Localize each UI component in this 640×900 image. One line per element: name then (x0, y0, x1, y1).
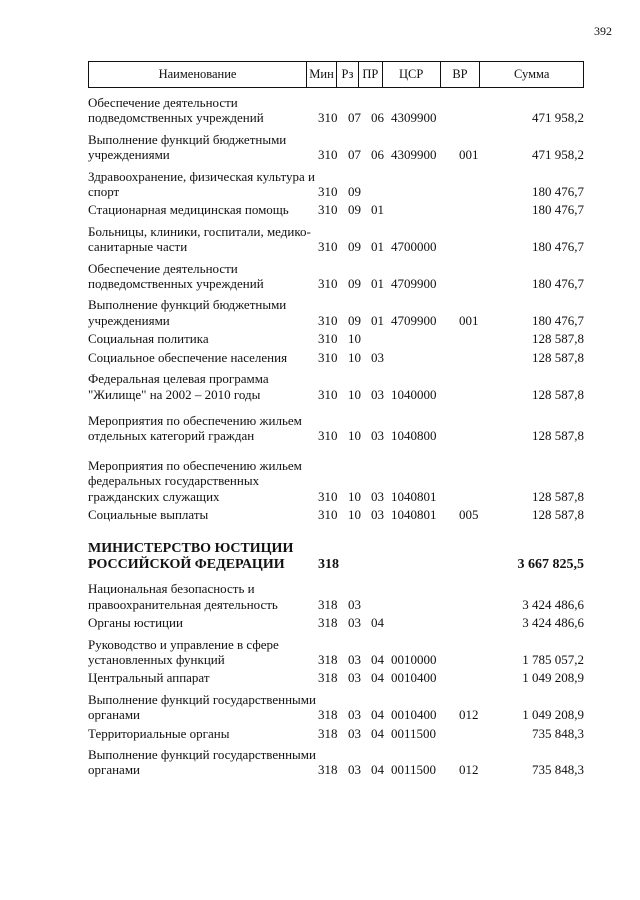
row-rz: 07 (348, 147, 361, 163)
table-row (88, 350, 584, 365)
row-rz: 03 (348, 615, 361, 631)
row-csr: 1040801 (391, 488, 437, 504)
row-rz: 03 (348, 596, 361, 612)
row-sum: 3 424 486,6 (522, 615, 584, 631)
table-header (88, 61, 584, 88)
row-pr: 04 (371, 707, 384, 723)
row-pr: 01 (371, 202, 384, 218)
row-csr: 1040800 (391, 428, 437, 444)
table-row (88, 331, 584, 346)
row-pr: 04 (371, 762, 384, 778)
row-sum: 3 424 486,6 (522, 596, 584, 612)
table-row (88, 95, 584, 126)
table-row (88, 507, 584, 522)
table-row (88, 726, 584, 741)
row-min: 318 (318, 557, 339, 573)
row-rz: 09 (348, 202, 361, 218)
row-sum: 735 848,3 (532, 762, 584, 778)
row-rz: 10 (348, 488, 361, 504)
row-pr: 06 (371, 147, 384, 163)
table-row (88, 261, 584, 292)
row-csr: 0010400 (391, 670, 437, 686)
row-min: 318 (318, 670, 338, 686)
row-min: 310 (318, 184, 338, 200)
row-csr: 0011500 (391, 725, 437, 741)
row-sum: 180 476,7 (532, 239, 584, 255)
header-sum: Сумма (514, 67, 550, 81)
row-rz: 03 (348, 762, 361, 778)
row-csr: 4309900 (391, 147, 437, 163)
row-rz: 09 (348, 312, 361, 328)
row-pr: 04 (371, 670, 384, 686)
row-sum: 180 476,7 (532, 312, 584, 328)
row-min: 310 (318, 312, 338, 328)
row-name: Здравоохранение, физическая культура и спорт (88, 168, 315, 200)
row-min: 310 (318, 428, 338, 444)
row-pr: 01 (371, 276, 384, 292)
row-sum: 128 587,8 (532, 428, 584, 444)
row-sum: 180 476,7 (532, 202, 584, 218)
table-row (88, 202, 584, 217)
row-rz: 10 (348, 506, 361, 522)
row-sum: 128 587,8 (532, 506, 584, 522)
row-csr: 0010400 (391, 707, 437, 723)
header-vr: ВР (441, 62, 481, 87)
row-min: 310 (318, 276, 338, 292)
row-name: Мероприятия по обеспечению жильем федеральных государственных гражданских служащих (88, 457, 302, 504)
row-pr: 03 (371, 349, 384, 365)
header-min: Мин (307, 62, 337, 87)
row-rz: 10 (348, 386, 361, 402)
row-name: Стационарная медицинская помощь (88, 202, 289, 218)
row-rz: 03 (348, 707, 361, 723)
row-min: 310 (318, 506, 338, 522)
row-vr: 012 (459, 707, 479, 723)
row-pr: 06 (371, 110, 384, 126)
table-row (88, 458, 584, 504)
row-min: 318 (318, 596, 338, 612)
row-pr: 03 (371, 488, 384, 504)
table-body (88, 95, 584, 778)
row-rz: 09 (348, 276, 361, 292)
row-name: Мероприятия по обеспечению жильем отдельных категорий граждан (88, 412, 302, 444)
row-rz: 09 (348, 184, 361, 200)
table-row (88, 581, 584, 612)
row-csr: 4309900 (391, 110, 437, 126)
row-name: Социальные выплаты (88, 506, 209, 522)
table-row (88, 615, 584, 630)
row-min: 310 (318, 202, 338, 218)
header-pr: ПР (359, 62, 383, 87)
header-name: Наименование (89, 62, 307, 87)
row-sum: 3 667 825,5 (517, 557, 584, 573)
row-name: Выполнение функций бюджетными учреждениями (88, 131, 287, 163)
row-pr: 01 (371, 239, 384, 255)
row-min: 310 (318, 110, 338, 126)
row-min: 318 (318, 762, 338, 778)
row-rz: 10 (348, 349, 361, 365)
row-name: Выполнение функций государственными органами (88, 747, 316, 778)
table-row (88, 747, 584, 778)
row-pr: 04 (371, 725, 384, 741)
table-row (88, 637, 584, 668)
row-sum: 180 476,7 (532, 276, 584, 292)
row-name: Федеральная целевая программа "Жилище" на 2002 – 2010 годы (88, 371, 269, 402)
row-rz: 10 (348, 331, 361, 347)
table-row (88, 132, 584, 163)
row-pr: 03 (371, 506, 384, 522)
row-name: Обеспечение деятельности подведомственных учреждений (88, 95, 264, 126)
row-min: 318 (318, 725, 338, 741)
row-vr: 001 (459, 147, 479, 163)
row-name: Территориальные органы (88, 725, 230, 741)
table-row-ministry (88, 541, 584, 573)
row-name: Национальная безопасность и правоохранительная деятельность (88, 581, 278, 612)
row-csr: 4709900 (391, 312, 437, 328)
row-sum: 128 587,8 (532, 349, 584, 365)
row-vr: 012 (459, 762, 479, 778)
row-sum: 128 587,8 (532, 488, 584, 504)
row-name: МИНИСТЕРСТВО ЮСТИЦИИ РОССИЙСКОЙ ФЕДЕРАЦИИ (88, 541, 294, 573)
row-sum: 180 476,7 (532, 184, 584, 200)
row-rz: 03 (348, 725, 361, 741)
header-rz: Рз (337, 62, 359, 87)
row-csr: 4700000 (391, 239, 437, 255)
row-pr: 03 (371, 428, 384, 444)
header-csr: ЦСР (383, 62, 441, 87)
row-sum: 471 958,2 (532, 110, 584, 126)
row-pr: 04 (371, 651, 384, 667)
row-rz: 03 (348, 670, 361, 686)
row-pr: 01 (371, 312, 384, 328)
row-name: Социальная политика (88, 331, 209, 347)
row-name: Выполнение функций бюджетными учреждениями (88, 297, 287, 328)
row-name: Руководство и управление в сфере установленных функций (88, 636, 279, 667)
row-pr: 03 (371, 386, 384, 402)
row-rz: 10 (348, 428, 361, 444)
row-sum: 1 785 057,2 (522, 651, 584, 667)
row-min: 310 (318, 239, 338, 255)
row-csr: 1040801 (391, 506, 437, 522)
row-min: 310 (318, 386, 338, 402)
row-sum: 1 049 208,9 (522, 670, 584, 686)
table-row (88, 297, 584, 328)
table-row (88, 692, 584, 723)
row-csr: 4709900 (391, 276, 437, 292)
row-name: Органы юстиции (88, 615, 183, 631)
row-sum: 1 049 208,9 (522, 707, 584, 723)
row-name: Обеспечение деятельности подведомственных учреждений (88, 260, 264, 292)
row-vr: 001 (459, 312, 479, 328)
row-csr: 1040000 (391, 386, 437, 402)
row-min: 310 (318, 331, 338, 347)
table-row (88, 371, 584, 402)
table-row (88, 224, 584, 255)
row-csr: 0011500 (391, 762, 437, 778)
table-row (88, 169, 584, 200)
row-name: Центральный аппарат (88, 670, 210, 686)
row-rz: 07 (348, 110, 361, 126)
row-sum: 471 958,2 (532, 147, 584, 163)
row-sum: 735 848,3 (532, 725, 584, 741)
row-min: 318 (318, 707, 338, 723)
row-min: 310 (318, 349, 338, 365)
row-min: 310 (318, 147, 338, 163)
row-name: Социальное обеспечение населения (88, 349, 288, 365)
table-row (88, 413, 584, 444)
row-name: Больницы, клиники, госпитали, медико-санитарные части (88, 223, 311, 255)
row-min: 318 (318, 651, 338, 667)
row-sum: 128 587,8 (532, 386, 584, 402)
row-rz: 03 (348, 651, 361, 667)
row-pr: 04 (371, 615, 384, 631)
row-min: 310 (318, 488, 338, 504)
table-row (88, 670, 584, 685)
row-name: Выполнение функций государственными органами (88, 691, 316, 723)
row-sum: 128 587,8 (532, 331, 584, 347)
row-rz: 09 (348, 239, 361, 255)
row-vr: 005 (459, 506, 479, 522)
row-min: 318 (318, 615, 338, 631)
page-number: 392 (594, 24, 612, 38)
row-csr: 0010000 (391, 651, 437, 667)
